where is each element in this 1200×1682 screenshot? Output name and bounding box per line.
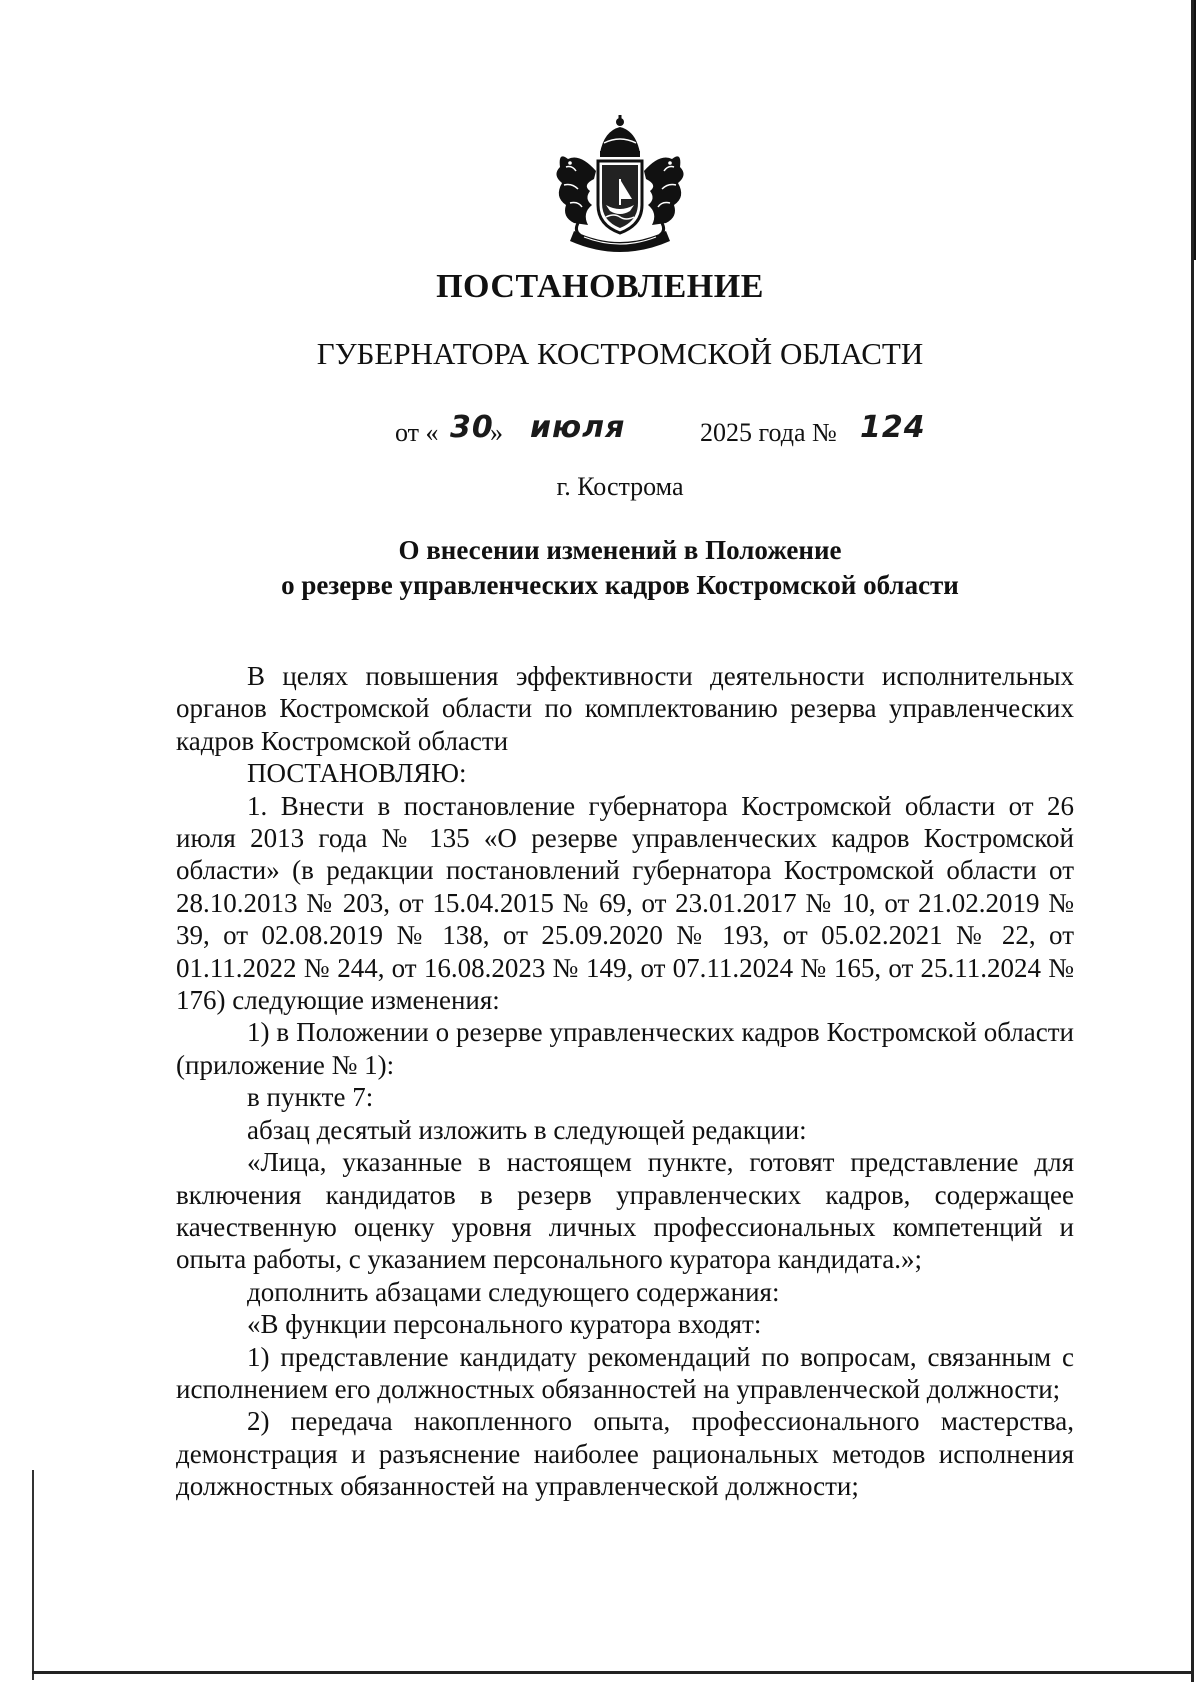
body-paragraph: абзац десятый изложить в следующей редакции: <box>247 1114 807 1145</box>
city-line: г. Кострома <box>556 472 684 501</box>
document-type-title: ПОСТАНОВЛЕНИЕ <box>436 268 764 305</box>
body-paragraph: 2) передача накопленного опыта, профессионального мастерства, демонстрация и разъяснение наиболее рациональных методов исполнения должностных обязанностей на управленческой должности; <box>176 1406 1074 1502</box>
date-prefix: от « <box>395 418 439 447</box>
date-day-close: » <box>490 418 503 447</box>
body-paragraph: ПОСТАНОВЛЯЮ: <box>247 758 467 789</box>
body-paragraph: 1. Внести в постановление губернатора Костромской области от 26 июля 2013 года № 135 «О резерве управленческих кадров Костромской области» (в редакции постановлений губернатора Костромской области от 28.10.2013 № 203, от 15.04.2015 № 69, от 23.01.2017 № 10, от 21.02.2019 № 39, от 02.08.2019 № 138, от 25.09.2020 № 193, от 05.02.2021 № 22, от 01.11.2022 № 244, от 16.08.2023 № 149, от 07.11.2024 № 165, от 25.11.2024 № 176) следующие изменения: <box>176 790 1074 1016</box>
date-day-handwritten: 30 <box>450 410 494 445</box>
date-number-line <box>395 410 935 454</box>
body-paragraph: 1) в Положении о резерве управленческих кадров Костромской области (приложение № 1): <box>176 1017 1074 1080</box>
subject-line-1: О внесении изменений в Положение <box>398 535 842 565</box>
scan-edge-left <box>32 1470 34 1680</box>
date-year-label: 2025 года № <box>700 418 837 447</box>
document-body <box>176 660 1074 1503</box>
coat-of-arms-emblem <box>544 113 696 263</box>
document-number-handwritten: 124 <box>860 410 926 445</box>
body-paragraph: дополнить абзацами следующего содержания: <box>247 1276 780 1307</box>
scan-edge-right <box>1191 0 1194 1682</box>
body-paragraph: В целях повышения эффективности деятельности исполнительных органов Костромской области по комплектованию резерва управленческих кадров Костромской области <box>176 661 1074 756</box>
body-paragraph: в пункте 7: <box>247 1082 374 1113</box>
date-month-handwritten: июля <box>530 410 626 445</box>
subject-line-2: о резерве управленческих кадров Костромской области <box>281 570 959 600</box>
issuer-title: ГУБЕРНАТОРА КОСТРОМСКОЙ ОБЛАСТИ <box>316 336 924 371</box>
body-paragraph: «Лица, указанные в настоящем пункте, готовят представление для включения кандидатов в резерв управленческих кадров, содержащее качественную оценку уровня личных профессиональных компетенций и опыта работы, с указанием персонального куратора кандидата.»; <box>176 1147 1074 1275</box>
scan-edge-bottom <box>32 1671 1194 1674</box>
body-paragraph: 1) представление кандидату рекомендаций по вопросам, связанным с исполнением его должностных обязанностей на управленческой должности; <box>176 1341 1074 1404</box>
body-paragraph: «В функции персонального куратора входят: <box>247 1309 762 1340</box>
document-subject <box>0 533 1200 603</box>
